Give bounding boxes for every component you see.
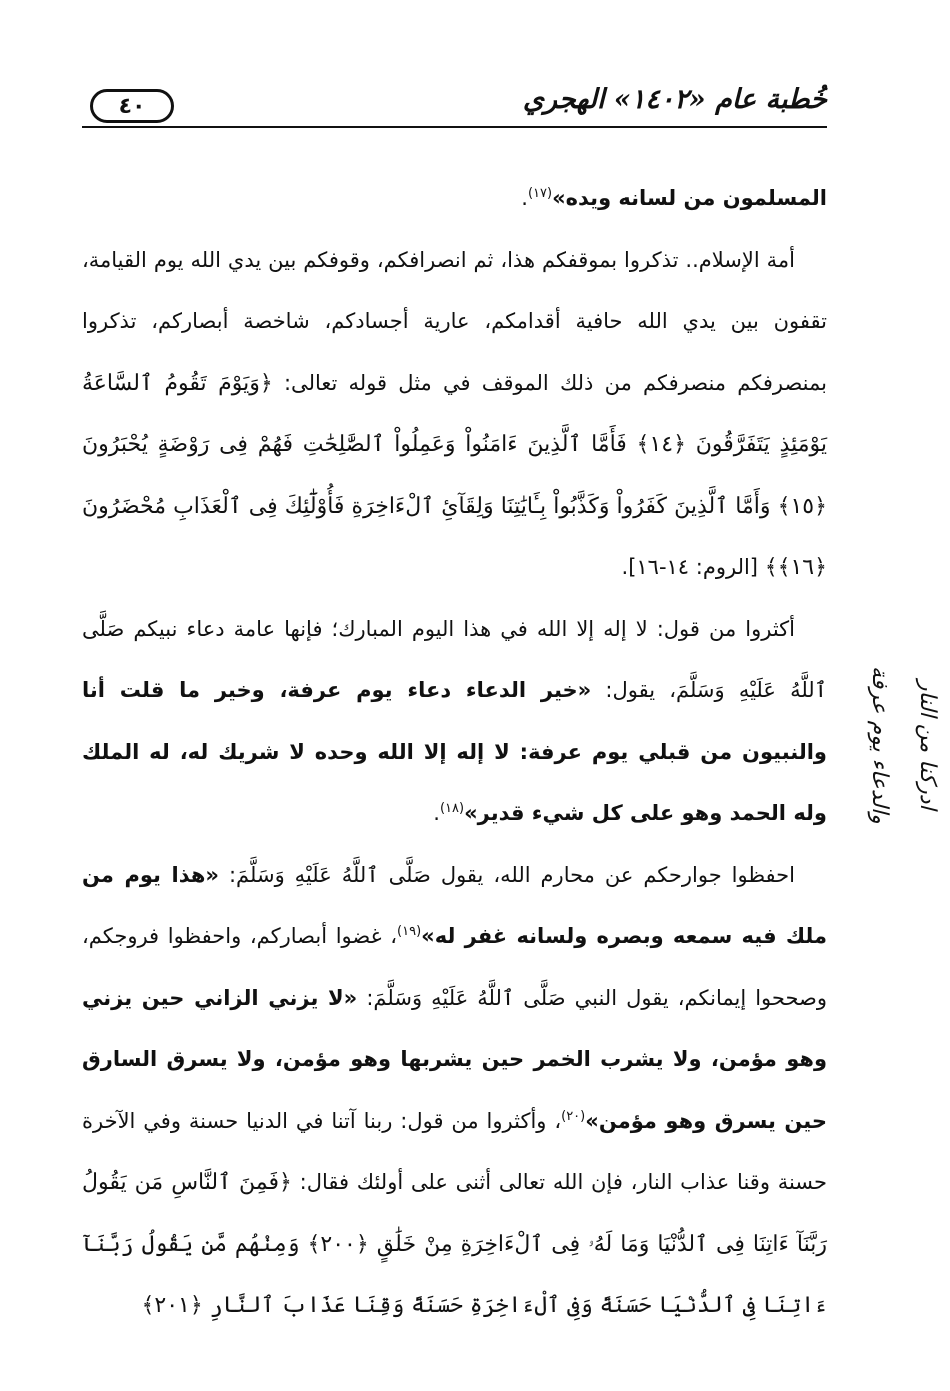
paragraph-1 [82,168,827,230]
paragraph-3-text: أكثروا من قول: لا إله إلا الله في هذا اليوم المبارك؛ فإنها عامة دعاء نبيكم صَلَّى ٱللَّهُ عَلَيْهِ وَسَلَّمَ، يقول: [82,616,827,702]
footnote-ref-18: (١٨) [439,801,465,816]
body-text [82,168,827,1337]
hadith-text: المسلمون من لسانه ويده» [552,186,827,210]
page-number: ٤٠ [90,89,174,123]
margin-note-line-1: ادركنا من النار [915,680,940,810]
hadith-text: «لا يزني الزاني حين يزني وهو مؤمن، ولا يشرب الخمر حين يشربها وهو مؤمن، ولا يسرق السارق حين يسرق وهو مؤمن» [82,985,828,1133]
paragraph-2-text: أمة الإسلام.. تذكروا بموقفكم هذا، ثم انصرافكم، وقوفكم بين يدي الله يوم القيامة، تقفون بين يدي الله حافية أقدامكم، عارية أجسادكم، شاخصة أبصاركم، تذكروا بمنصرفكم منصرفكم من ذلك الموقف في مثل قوله تعالى: [82,247,827,395]
quran-verse-rum: ﴿وَيَوْمَ تَقُومُ ٱلسَّاعَةُ يَوْمَئِذٍ يَتَفَرَّقُونَ ﴿١٤﴾ فَأَمَّا ٱلَّذِينَ ءَامَنُواْ وَعَمِلُواْ ٱلصَّٰلِحَٰتِ فَهُمْ فِى رَوْضَةٍ يُحْبَرُونَ ﴿١٥﴾ وَأَمَّا ٱلَّذِينَ كَفَرُواْ وَكَذَّبُواْ بِـَٔايَٰتِنَا وَلِقَآئِ ٱلْءَاخِرَةِ فَأُوْلَٰٓئِكَ فِى ٱلْعَذَابِ مُحْضَرُونَ ﴿١٦﴾﴾ [82,370,828,580]
paragraph-4-text: ، غضوا أبصاركم، واحفظوا فروجكم، وصححوا إيمانكم، يقول النبي صَلَّى ٱللَّهُ عَلَيْهِ وَسَلَّمَ: [82,924,827,1010]
paragraph-4-text: احفظوا جوارحكم عن محارم الله، يقول صَلَّى ٱللَّهُ عَلَيْهِ وَسَلَّمَ: [228,862,795,887]
footnote-ref-19: (١٩) [397,924,422,939]
hadith-text: «خير الدعاء دعاء يوم عرفة، وخير ما قلت أنا والنبيون من قبلي يوم عرفة: لا إله إلا الله وحده لا شريك له، له الملك وله الحمد وهو على كل شيء قدير» [82,678,827,825]
running-title: خُطبة عام «١٤٠٢» الهجري [522,84,827,115]
paragraph-2 [82,230,827,599]
paragraph-4-text: ، وأكثروا من قول: ربنا آتنا في الدنيا حسنة وفي الآخرة حسنة وقنا عذاب النار، فإن الله تعالى أثنى على أولئك فقال: [82,1108,828,1194]
hadith-text: «هذا يوم من ملك فيه سمعه وبصره ولسانه غفر له» [82,862,827,948]
footnote-ref-17: (١٧) [527,186,553,201]
margin-note [838,600,948,890]
paragraph-3 [82,599,827,845]
punctuation: . [433,801,440,825]
punctuation: . [521,186,528,210]
paragraph-4 [82,845,827,1337]
page-header [82,84,827,130]
header-rule [82,126,827,128]
margin-note-line-2: والدعاء يوم عرفة [867,666,892,824]
verse-reference: [الروم: ١٤-١٦]. [621,555,758,579]
footnote-ref-20: (٢٠) [561,1108,586,1124]
quran-verse-baqarah: ﴿فَمِنَ ٱلنَّاسِ مَن يَقُولُ رَبَّنَآ ءَاتِنَا فِى ٱلدُّنْيَا وَمَا لَهُۥ فِى ٱلْءَاخِرَةِ مِنْ خَلَٰقٍ ﴿٢٠٠﴾ وَمِنْهُم مَّن يَقُولُ رَبَّنَآ ءَاتِنَا فِى ٱلدُّنْيَا حَسَنَةً وَفِى ٱلْءَاخِرَةِ حَسَنَةً وَقِنَا عَذَابَ ٱلنَّارِ ﴿٢٠١﴾ [82,1170,827,1318]
